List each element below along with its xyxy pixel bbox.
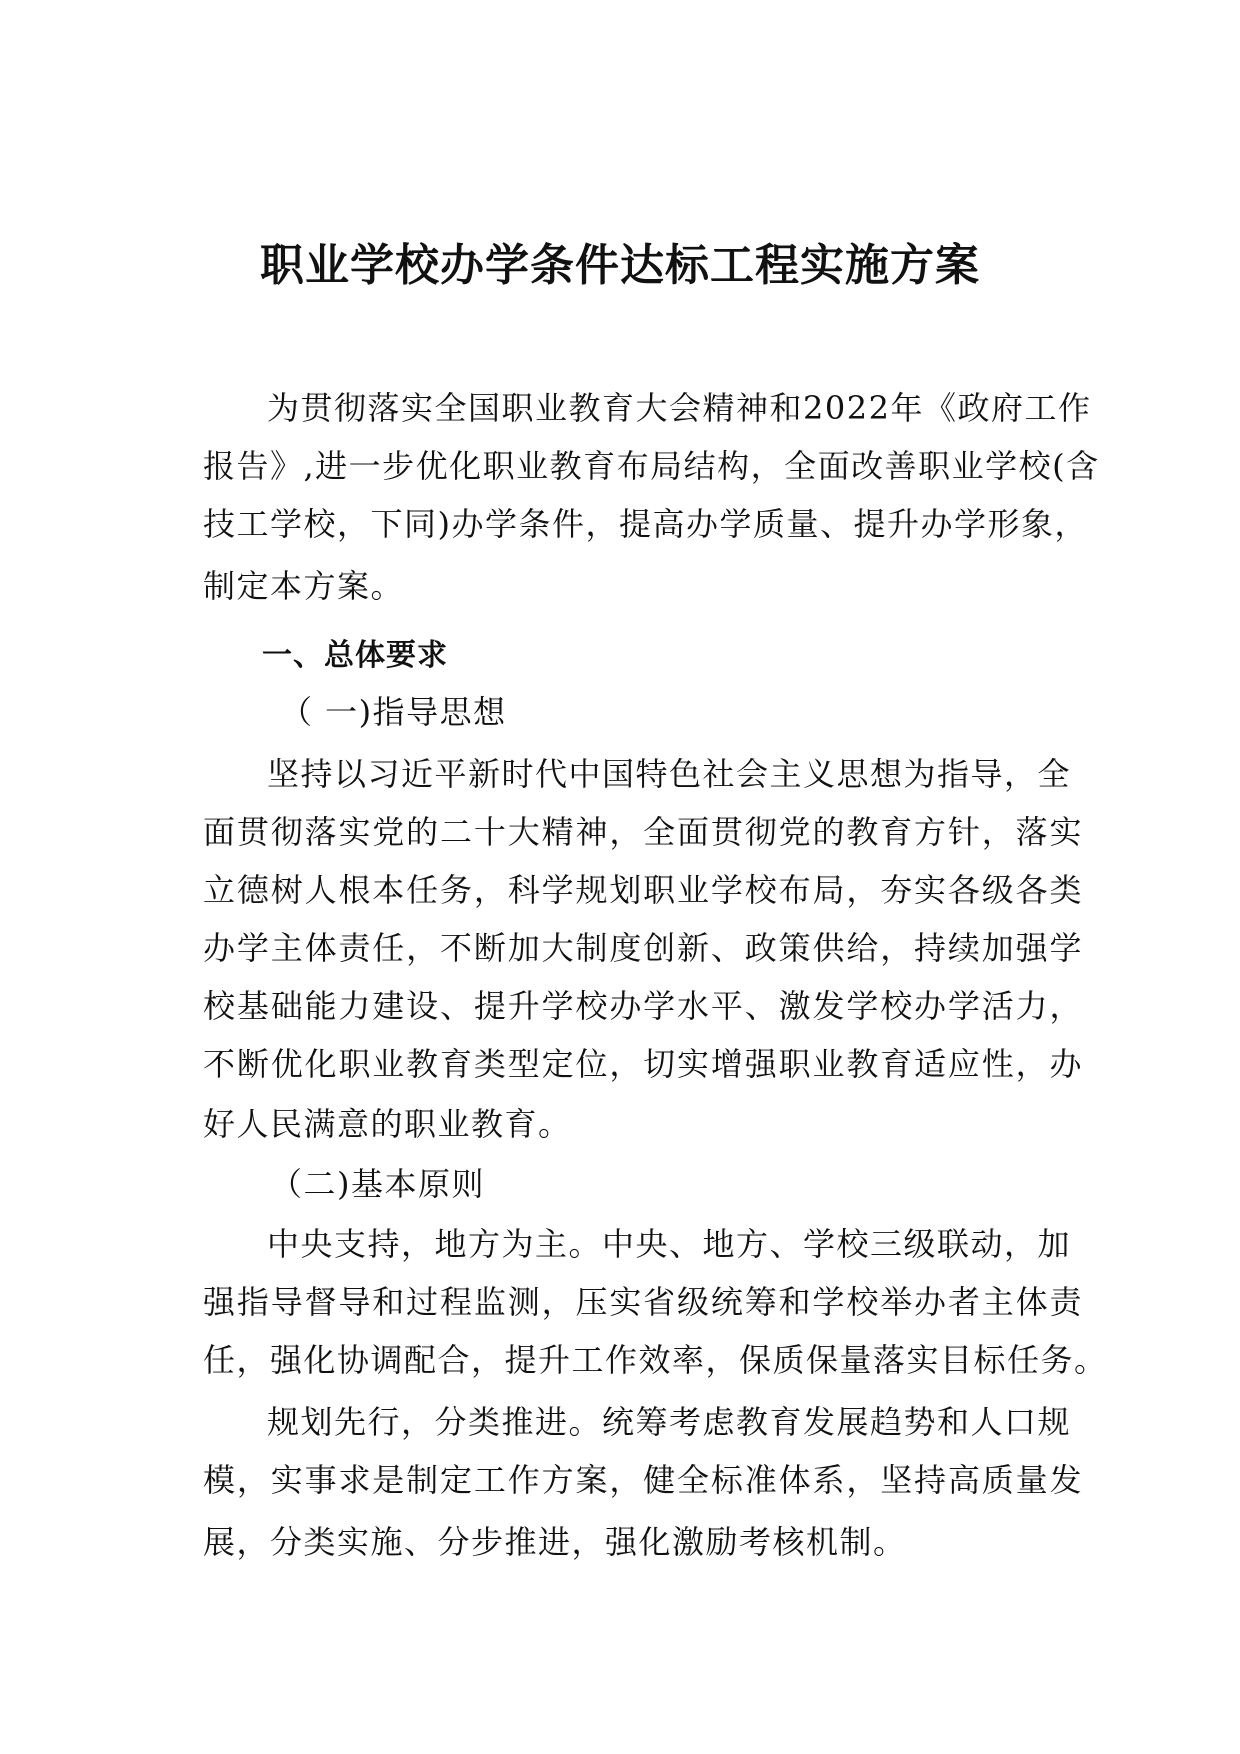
principle-2-line-3: 展，分类实施、分步推进，强化激励考核机制。	[203, 1523, 907, 1561]
principle-2-line-2: 模，实事求是制定工作方案，健全标准体系，坚持高质量发	[203, 1461, 1083, 1499]
guiding-ideology-line-4: 办学主体责任，不断加大制度创新、政策供给，持续加强学	[203, 929, 1083, 967]
guiding-ideology-line-6: 不断优化职业教育类型定位，切实增强职业教育适应性，办	[203, 1045, 1083, 1083]
guiding-ideology-line-5: 校基础能力建设、提升学校办学水平、激发学校办学活力，	[203, 987, 1083, 1025]
principle-1-line-1: 中央支持，地方为主。中央、地方、学校三级联动，加	[267, 1225, 1072, 1263]
intro-line-1: 为贯彻落实全国职业教育大会精神和2022年《政府工作	[267, 389, 1092, 427]
guiding-ideology-line-1: 坚持以习近平新时代中国特色社会主义思想为指导，全	[267, 755, 1072, 793]
subsection-heading-guiding-ideology: （ 一)指导思想	[280, 693, 507, 731]
document-title: 职业学校办学条件达标工程实施方案	[260, 240, 980, 291]
guiding-ideology-line-3: 立德树人根本任务，科学规划职业学校布局，夯实各级各类	[203, 871, 1083, 909]
intro-line-4: 制定本方案。	[203, 567, 405, 605]
principle-1-line-3: 任，强化协调配合，提升工作效率，保质保量落实目标任务。	[203, 1341, 1108, 1379]
principle-1-line-2: 强指导督导和过程监测，压实省级统筹和学校举办者主体责	[203, 1283, 1083, 1321]
principle-2-line-1: 规划先行，分类推进。统筹考虑教育发展趋势和人口规	[267, 1403, 1072, 1441]
intro-line-3: 技工学校，下同)办学条件，提高办学质量、提升办学形象，	[203, 505, 1088, 543]
guiding-ideology-line-7: 好人民满意的职业教育。	[203, 1105, 572, 1143]
guiding-ideology-line-2: 面贯彻落实党的二十大精神，全面贯彻党的教育方针，落实	[203, 813, 1083, 851]
intro-line-2: 报告》,进一步优化职业教育布局结构，全面改善职业学校(含	[203, 447, 1100, 485]
section-heading-general-requirements: 一、总体要求	[262, 638, 448, 673]
subsection-heading-basic-principles: （二)基本原则	[270, 1165, 485, 1203]
